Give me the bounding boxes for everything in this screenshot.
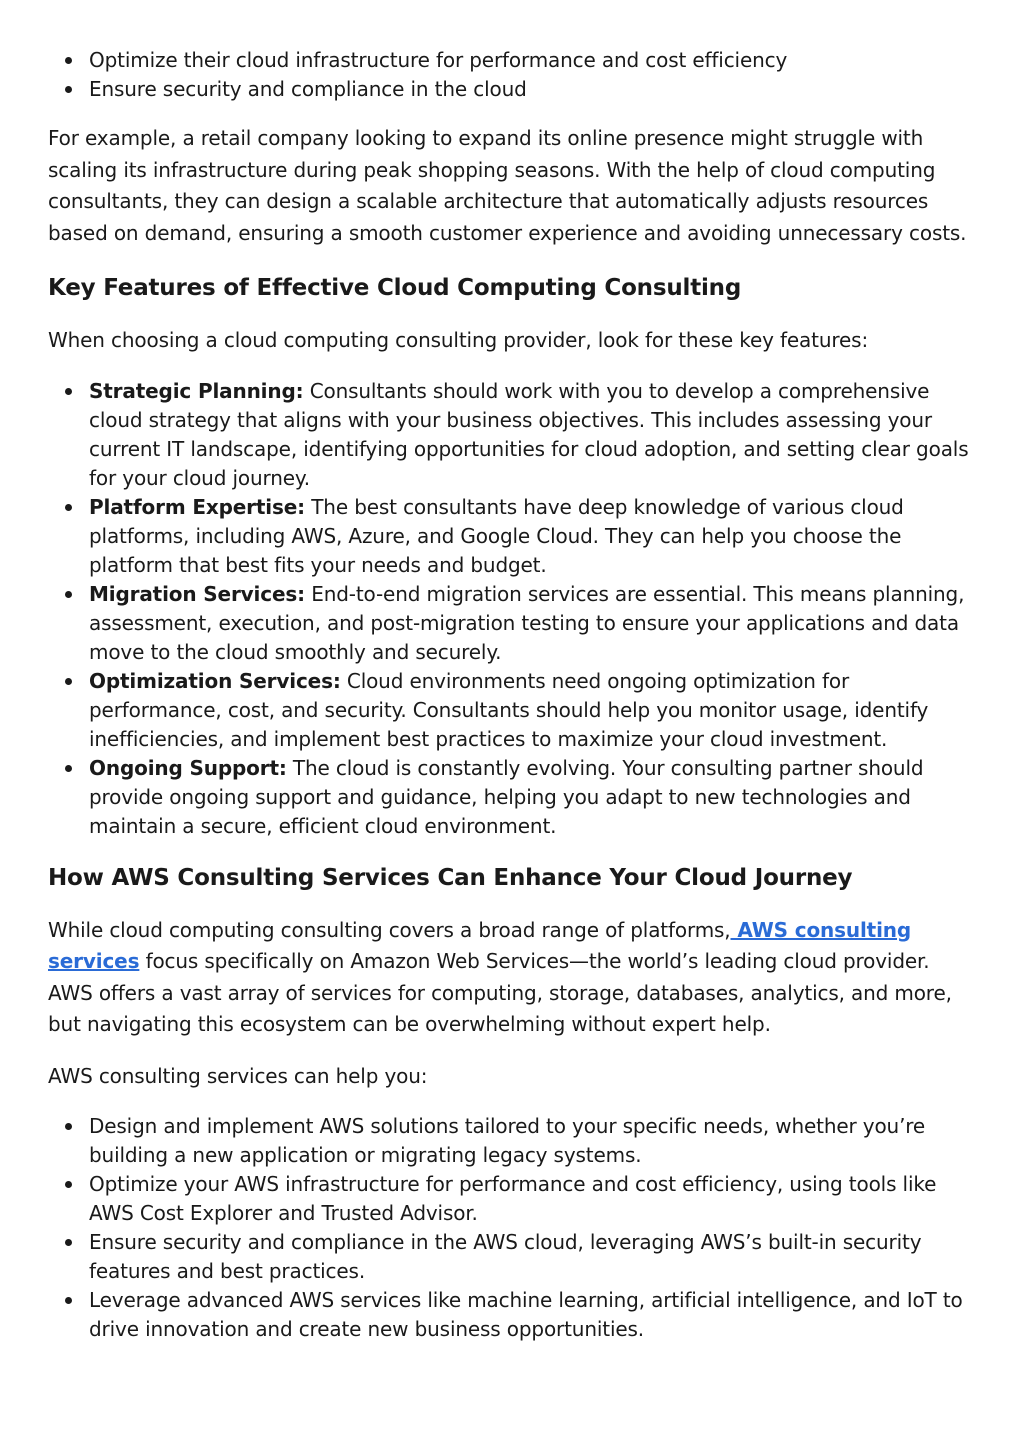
bullet-icon [65,1123,72,1130]
intro-paragraph: For example, a retail company looking to expand its online presence might struggle with scaling its infrastructure during peak shopping seasons. With the help of cloud computing consultants, they can design a scalable architecture that automatically adjusts resources based on demand, ensuring a smooth customer experience and avoiding unnecessary costs. [48,126,967,245]
bullet-icon [65,765,72,772]
feature-item [48,493,976,580]
feature-text: The best consultants have deep knowledge of various cloud platforms, including AWS, Azure, and Google Cloud. They can help you choose the platform that best fits your needs and budget. [89,494,904,577]
feature-title: Optimization Services: [89,668,341,693]
aws-lead: AWS consulting services can help you: [48,1063,428,1088]
feature-text: The cloud is constantly evolving. Your consulting partner should provide ongoing support and guidance, helping you adapt to new technologies and maintain a secure, efficient cloud environment. [89,755,924,838]
bullet-icon [65,1297,72,1304]
list-item-text: Leverage advanced AWS services like machine learning, artificial intelligence, and IoT to drive innovation and create new business opportunities. [89,1288,963,1341]
bullet-icon [65,1181,72,1188]
bullet-icon [65,591,72,598]
list-item-text: Optimize your AWS infrastructure for performance and cost efficiency, using tools like AWS Cost Explorer and Trusted Advisor. [89,1172,937,1225]
list-item [48,75,976,104]
features-heading: Key Features of Effective Cloud Computing Consulting [48,275,742,301]
aws-heading: How AWS Consulting Services Can Enhance Your Cloud Journey [48,864,853,891]
feature-item [48,580,976,667]
feature-item [48,667,976,754]
features-list [48,377,976,841]
feature-text: End-to-end migration services are essential. This means planning, assessment, execution, and post-migration testing to ensure your applications and data move to the cloud smoothly and securely. [89,581,965,664]
list-item-text: Optimize their cloud infrastructure for performance and cost efficiency [89,48,788,72]
bullet-icon [65,504,72,511]
bullet-icon [65,388,72,395]
aws-paragraph [48,915,976,1041]
bullet-icon [65,86,72,93]
aws-consulting-services-link[interactable]: AWS consulting services [48,917,912,973]
list-item-text: Design and implement AWS solutions tailored to your specific needs, whether you’re building a new application or migrating legacy systems. [89,1114,926,1167]
list-item-text: Ensure security and compliance in the cloud [89,77,527,101]
feature-title: Platform Expertise: [89,494,306,519]
list-item [48,1112,976,1170]
feature-title: Ongoing Support: [89,755,287,780]
aws-para-before-link: While cloud computing consulting covers a broad range of platforms, [48,917,731,942]
bullet-icon [65,678,72,685]
aws-para-after-link: focus specifically on Amazon Web Services—the world’s leading cloud provider. AWS offers a vast array of services for computing, storage, databases, analytics, and more, but navigating this ecosystem can be overwhelming without expert help. [48,949,952,1036]
list-item [48,46,976,75]
feature-text: Consultants should work with you to develop a comprehensive cloud strategy that aligns with your business objectives. This includes assessing your current IT landscape, identifying opportunities for cloud adoption, and setting clear goals for your cloud journey. [89,378,969,490]
bullet-icon [65,1239,72,1246]
feature-title: Migration Services: [89,581,305,606]
feature-title: Strategic Planning: [89,378,304,403]
feature-item [48,377,976,493]
top-bullet-list [48,46,976,104]
list-item [48,1286,976,1344]
list-item [48,1228,976,1286]
bullet-icon [65,57,72,64]
features-intro: When choosing a cloud computing consulting provider, look for these key features: [48,328,869,352]
list-item-text: Ensure security and compliance in the AWS cloud, leveraging AWS’s built-in security features and best practices. [89,1230,922,1283]
feature-item [48,754,976,841]
list-item [48,1170,976,1228]
aws-benefits-list [48,1112,976,1344]
feature-text: Cloud environments need ongoing optimization for performance, cost, and security. Consultants should help you monitor usage, identify inefficiencies, and implement best practices to maximize your cloud investment. [89,668,929,751]
